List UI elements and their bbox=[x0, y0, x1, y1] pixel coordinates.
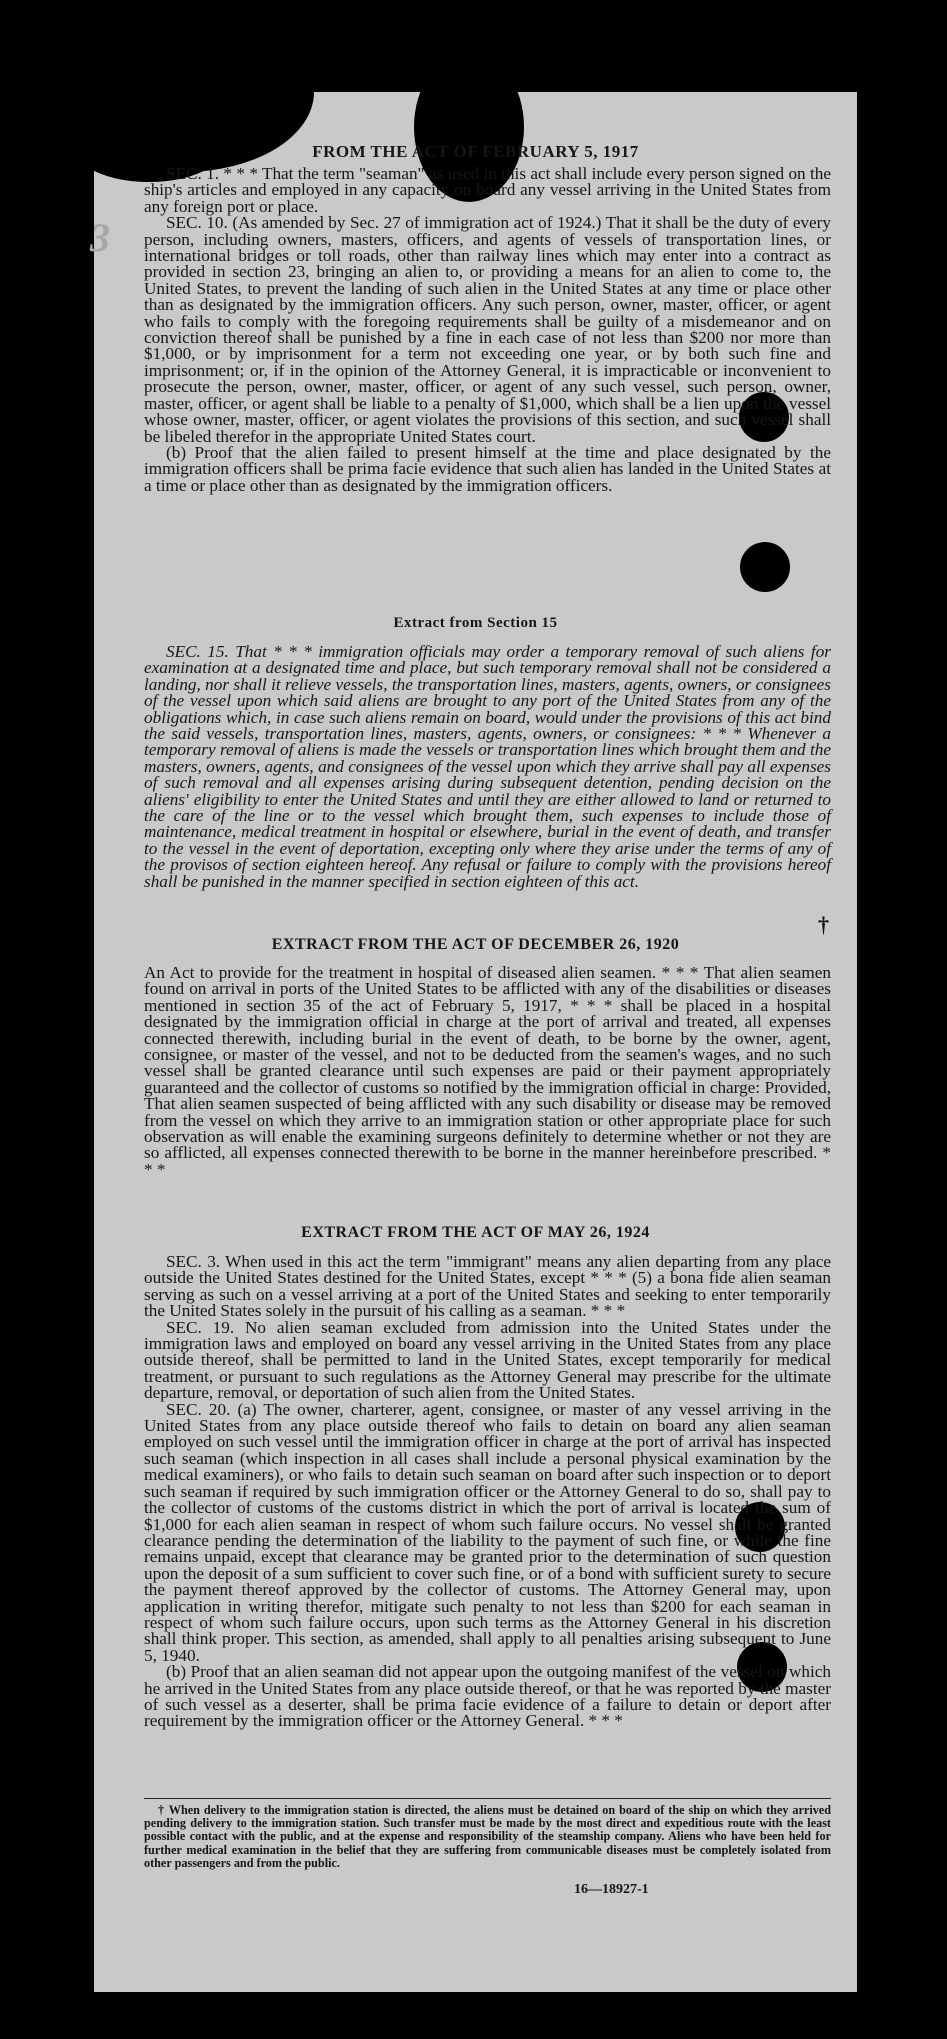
form-number: 16—18927-1 bbox=[574, 1882, 649, 1897]
paragraph-sec-10b: (b) Proof that the alien failed to present himself at the time and place designated by the immigration officers shall be prima facie evidence that such alien has landed in the United States at a time or place other than as designated by the immigration officers. bbox=[144, 442, 831, 495]
paragraph-diseased-seamen: An Act to provide for the treatment in hospital of diseased alien seamen. * * * That alien seamen found on arrival in ports of the United States to be afflicted with any of the disabilities or diseases mentioned in section 35 of the act of February 5, 1917, * * * shall be placed in a hospital designated by the immigration official in charge at the port of arrival and treated, all expenses connected therewith, including burial in the event of death, to be borne by the owner, agent, consignee, or master of the vessel, and not to be deducted from the seamen's wages, and no such vessel shall be granted clearance until such expenses are paid or their payment appropriately guaranteed and the collector of customs so notified by the immigration official in charge: Provided, That alien seamen suspected of being afflicted with any such disability or disease may be removed from the vessel on which they arrive to an immigration station or other appropriate place for such observation as will enable the examining surgeons definitely to determine whether or not they are so afflicted, all expenses connected therewith to be borne in the manner hereinbefore prescribed. * * * bbox=[144, 963, 831, 1179]
footnote-text: † When delivery to the immigration station is directed, the aliens must be detained on board of the ship on which they arrived pending delivery to the immigration station. Such transfer must be made by the most direct and expeditious route with the least possible contact with the public, and at the expense and responsibility of the steamship company. Aliens who have been held for further medical examination in the belief that they are suffering from communicable diseases must be completely isolated from other passengers and from the public. bbox=[144, 1803, 831, 1870]
heading-act-1917: FROM THE ACT OF FEBRUARY 5, 1917 bbox=[312, 142, 639, 161]
heading-act-1924: EXTRACT FROM THE ACT OF MAY 26, 1924 bbox=[301, 1224, 650, 1241]
paragraph-sec-20b: (b) Proof that an alien seaman did not appear upon the outgoing manifest of the vessel on which he arrived in the United States from any place outside thereof, or that he was reported by the master of such vessel as a deserter, shall be prima facie evidence of a failure to detain or deport after requirement by the immigration officer or the Attorney General. * * * bbox=[144, 1662, 831, 1731]
footnote-divider bbox=[144, 1798, 831, 1799]
paragraph-sec-10: SEC. 10. (As amended by Sec. 27 of immigration act of 1924.) That it shall be the duty of every person, including owners, masters, officers, and agents of vessels of transportation lines, or international bridges or toll roads, other than railway lines which may enter into a contract as provided in section 23, bringing an alien to, or providing a means for an alien to come to, the United States, to prevent the landing of such alien in the United States at any time or place other than as designated by the immigration officers. Any such person, owner, master, officer, or agent who fails to comply with the foregoing requirements shall be guilty of a misdemeanor and on conviction thereof shall be punished by a fine in each case of not less than $200 nor more than $1,000, or by imprisonment for a term not exceeding one year, or by both such fine and imprisonment; or, if in the opinion of the Attorney General, it is impracticable or inconvenient to prosecute the person, owner, master, officer, or agent of any such vessel, such person, owner, master, officer, or agent shall be liable to a penalty of $1,000, which shall be a lien upon the vessel whose owner, master, officer, or agent violates the provisions of this section, and such vessel shall be libeled therefor in the appropriate United States court. bbox=[144, 213, 831, 446]
footnote bbox=[144, 1804, 831, 1870]
margin-dagger-mark: † bbox=[818, 912, 829, 937]
heading-act-1920: EXTRACT FROM THE ACT OF DECEMBER 26, 1920 bbox=[271, 936, 680, 953]
paragraph-sec-19: SEC. 19. No alien seaman excluded from admission into the United States under the immigration laws and employed on board any vessel arriving in the United States from any place outside thereof, shall be permitted to land in the United States, except temporarily for medical treatment, or pursuant to such regulations as the Attorney General may prescribe for the ultimate departure, removal, or deportation of such alien from the United States. bbox=[144, 1317, 831, 1403]
paragraph-seaman-definition: SEC. 1. * * * That the term "seaman" as used in this act shall include every person signed on the ship's articles and employed in any capacity on board any vessel arriving in the United States from any foreign port or place. bbox=[144, 164, 831, 216]
paragraph-sec-15: SEC. 15. That * * * immigration officials may order a temporary removal of such aliens for examination at a designated time and place, but such temporary removal shall not be considered a landing, nor shall it relieve vessels, the transportation lines, masters, agents, owners, or consignees of the vessel upon which said aliens are brought to any port of the United States from any of the obligations which, in case such aliens remain on board, would under the provisions of this act bind the said vessels, transportation lines, masters, agents, owners, or consignees: * * * Whenever a temporary removal of aliens is made the vessels or transportation lines which brought them and the masters, owners, agents, and consignees of the vessel upon which they arrive shall pay all expenses of such removal and all expenses arising during subsequent detention, pending decision on the aliens' eligibility to enter the United States and until they are either allowed to land or returned to the care of the line or to the vessel which brought them, such expenses to include those of maintenance, medical treatment in hospital or elsewhere, burial in the event of death, and transfer to the vessel in the event of deportation, excepting only where they arise under the terms of any of the provisos of section eighteen hereof. Any refusal or failure to comply with the provisions hereof shall be punished in the manner specified in section eighteen of this act. bbox=[144, 642, 831, 891]
section-15 bbox=[144, 644, 831, 890]
paragraph-sec-20a: SEC. 20. (a) The owner, charterer, agent, consignee, or master of any vessel arriving in the United States from any place outside thereof who fails to detain on board any alien seaman employed on such vessel until the immigration officer in charge at the port of arrival has inspected such seaman (which inspection in all cases shall include a personal physical examination by the medical examiners), or who fails to detain such seaman on board after such inspection or to deport such seaman if required by such immigration officer or the Attorney General to do so, shall pay to the collector of customs of the customs district in which the port of arrival is located the sum of $1,000 for each alien seaman in respect of whom such failure occurs. No vessel shall be granted clearance pending the determination of the liability to the payment of such fine, or while the fine remains unpaid, except that clearance may be granted prior to the determination of such question upon the deposit of a sum sufficient to cover such fine, or of a bond with sufficient surety to secure the payment thereof approved by the collector of customs. The Attorney General may, upon application in writing therefor, mitigate such penalty to not less than $200 for each seaman in respect of whom such failure occurs, upon such terms as the Attorney General in his discretion shall think proper. This section, as amended, shall apply to all penalties arising subsequent to June 5, 1940. bbox=[144, 1399, 831, 1665]
section-act-1920 bbox=[144, 965, 831, 1178]
paragraph-sec-3: SEC. 3. When used in this act the term "immigrant" means any alien departing from any place outside the United States destined for the United States, except * * * (5) a bona fide alien seaman serving as such on a vessel arriving at a port of the United States and seeking to enter temporarily the United States solely in the pursuit of his calling as a seaman. * * * bbox=[144, 1252, 831, 1321]
heading-section-15: Extract from Section 15 bbox=[393, 615, 558, 631]
punch-hole bbox=[740, 542, 790, 592]
section-act-1917 bbox=[144, 166, 831, 494]
section-act-1924 bbox=[144, 1254, 831, 1730]
document-page bbox=[90, 92, 857, 1992]
bleed-through-mark: 3 bbox=[90, 215, 110, 260]
